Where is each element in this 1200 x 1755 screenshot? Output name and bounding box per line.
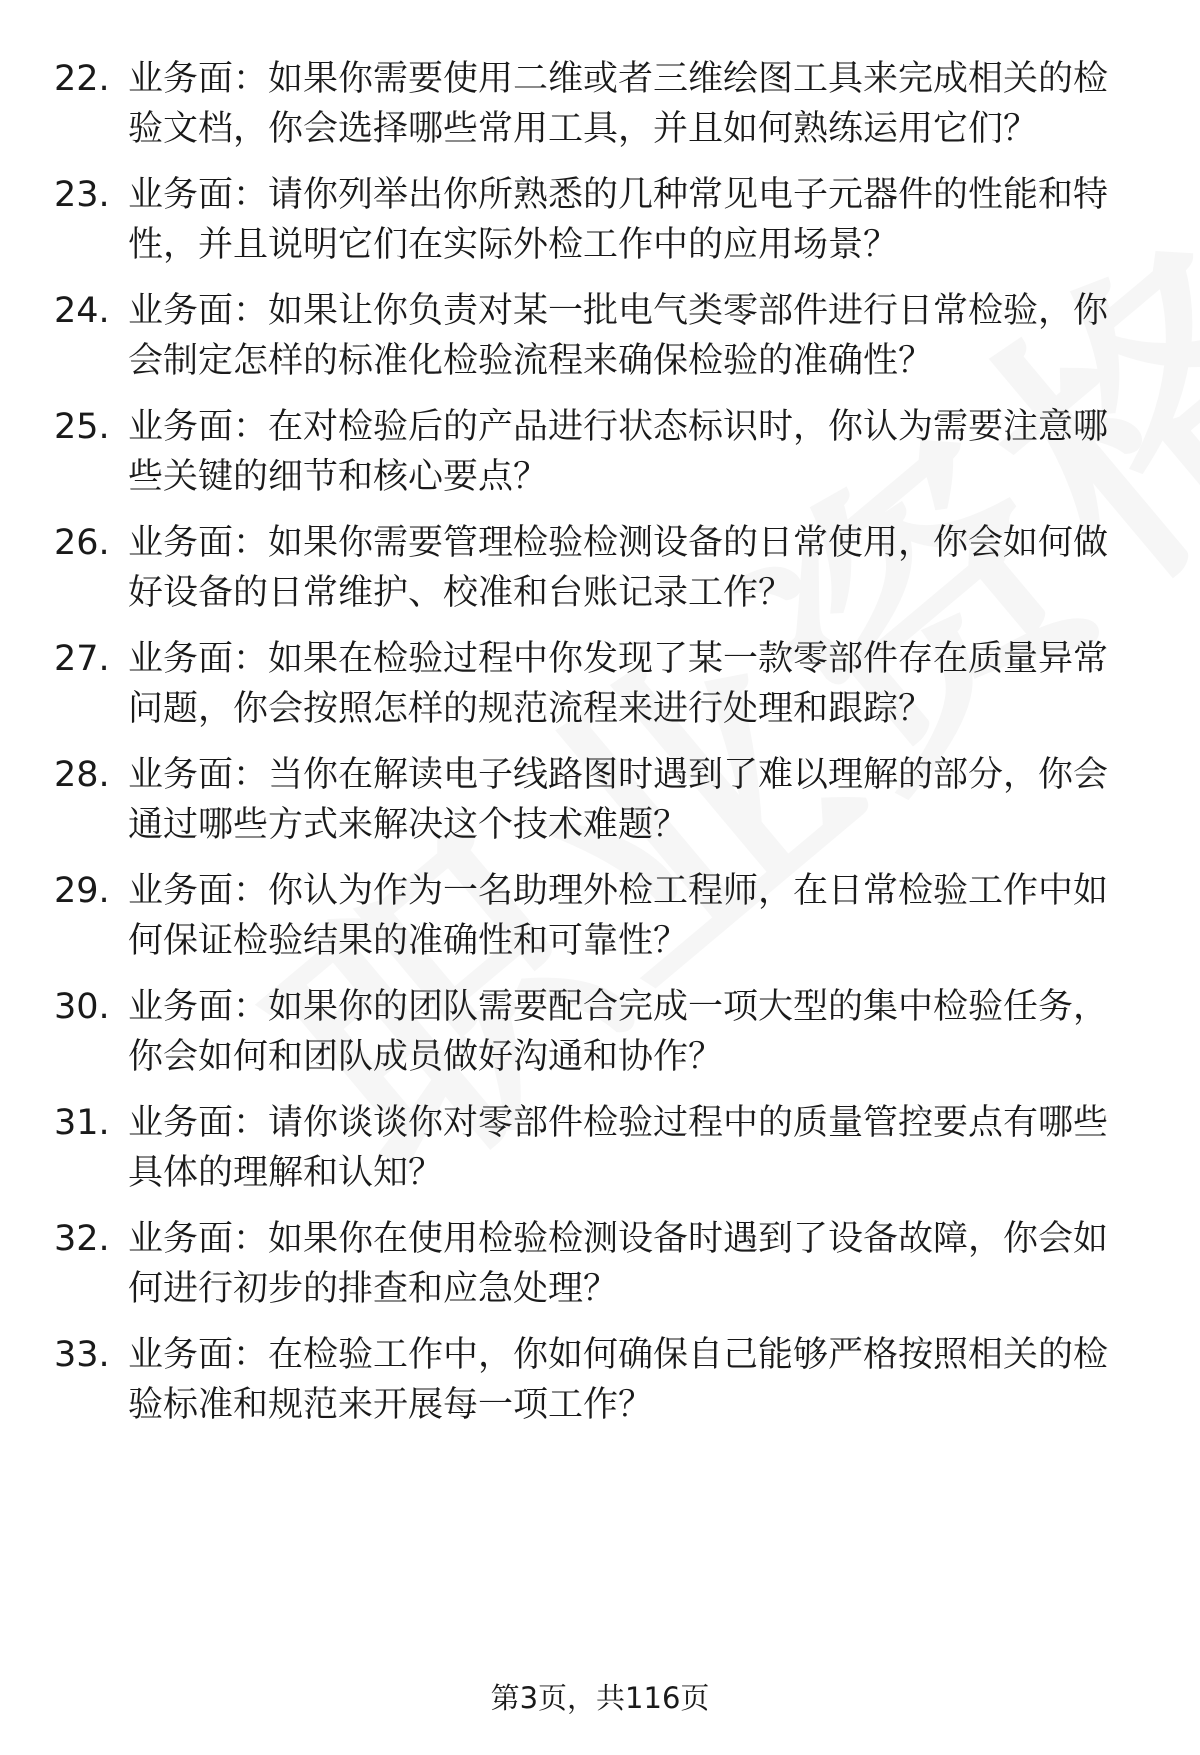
question-line: 业务面：当你在解读电子线路图时遇到了难以理解的部分，你会 [128, 755, 1109, 795]
question-line: 业务面：如果你需要使用二维或者三维绘图工具来完成相关的检 [128, 59, 1109, 99]
question-line: 何进行初步的排查和应急处理？ [128, 1269, 619, 1309]
page-footer [0, 1678, 1200, 1718]
question-number: 32. [54, 1219, 110, 1259]
page-number-label: 第3页，共116页 [490, 1681, 710, 1715]
question-line: 你会如何和团队成员做好沟通和协作？ [128, 1037, 724, 1077]
question-number: 30. [54, 987, 110, 1027]
question-line: 验文档，你会选择哪些常用工具，并且如何熟练运用它们？ [128, 109, 1039, 149]
question-text [128, 982, 1142, 1082]
question-line: 会制定怎样的标准化检验流程来确保检验的准确性？ [128, 341, 934, 381]
question-number: 31. [54, 1103, 110, 1143]
question-number: 27. [54, 639, 110, 679]
question-text [128, 750, 1142, 850]
question-line: 具体的理解和认知？ [128, 1153, 444, 1193]
question-number: 23. [54, 175, 110, 215]
question-number: 26. [54, 523, 110, 563]
question-line: 业务面：在检验工作中，你如何确保自己能够严格按照相关的检 [128, 1335, 1109, 1375]
question-line: 业务面：在对检验后的产品进行状态标识时，你认为需要注意哪 [128, 407, 1109, 447]
question-line: 业务面：如果你的团队需要配合完成一项大型的集中检验任务， [128, 987, 1109, 1027]
question-line: 性，并且说明它们在实际外检工作中的应用场景？ [128, 225, 899, 265]
question-line: 业务面：如果你在使用检验检测设备时遇到了设备故障，你会如 [128, 1219, 1109, 1259]
question-text [128, 286, 1142, 386]
question-number: 22. [54, 59, 110, 99]
question-text [128, 518, 1142, 618]
question-line: 业务面：如果你需要管理检验检测设备的日常使用，你会如何做 [128, 523, 1109, 563]
question-line: 问题，你会按照怎样的规范流程来进行处理和跟踪？ [128, 689, 934, 729]
question-line: 业务面：你认为作为一名助理外检工程师，在日常检验工作中如 [128, 871, 1109, 911]
question-number: 28. [54, 755, 110, 795]
question-text [128, 402, 1142, 502]
question-number: 24. [54, 291, 110, 331]
question-text [128, 866, 1142, 966]
question-number: 29. [54, 871, 110, 911]
question-number: 25. [54, 407, 110, 447]
question-number: 33. [54, 1335, 110, 1375]
question-line: 些关键的细节和核心要点？ [128, 457, 549, 497]
question-text [128, 1098, 1142, 1198]
question-line: 业务面：如果让你负责对某一批电气类零部件进行日常检验，你 [128, 291, 1109, 331]
question-line: 业务面：请你列举出你所熟悉的几种常见电子元器件的性能和特 [128, 175, 1109, 215]
question-text [128, 1330, 1142, 1430]
question-text [128, 1214, 1142, 1314]
question-text [128, 54, 1142, 154]
question-line: 好设备的日常维护、校准和台账记录工作？ [128, 573, 794, 613]
question-line: 业务面：如果在检验过程中你发现了某一款零部件存在质量异常 [128, 639, 1109, 679]
question-line: 业务面：请你谈谈你对零部件检验过程中的质量管控要点有哪些 [128, 1103, 1109, 1143]
question-line: 验标准和规范来开展每一项工作？ [128, 1385, 654, 1425]
question-line: 何保证检验结果的准确性和可靠性？ [128, 921, 689, 961]
question-text [128, 634, 1142, 734]
question-text [128, 170, 1142, 270]
question-line: 通过哪些方式来解决这个技术难题？ [128, 805, 689, 845]
